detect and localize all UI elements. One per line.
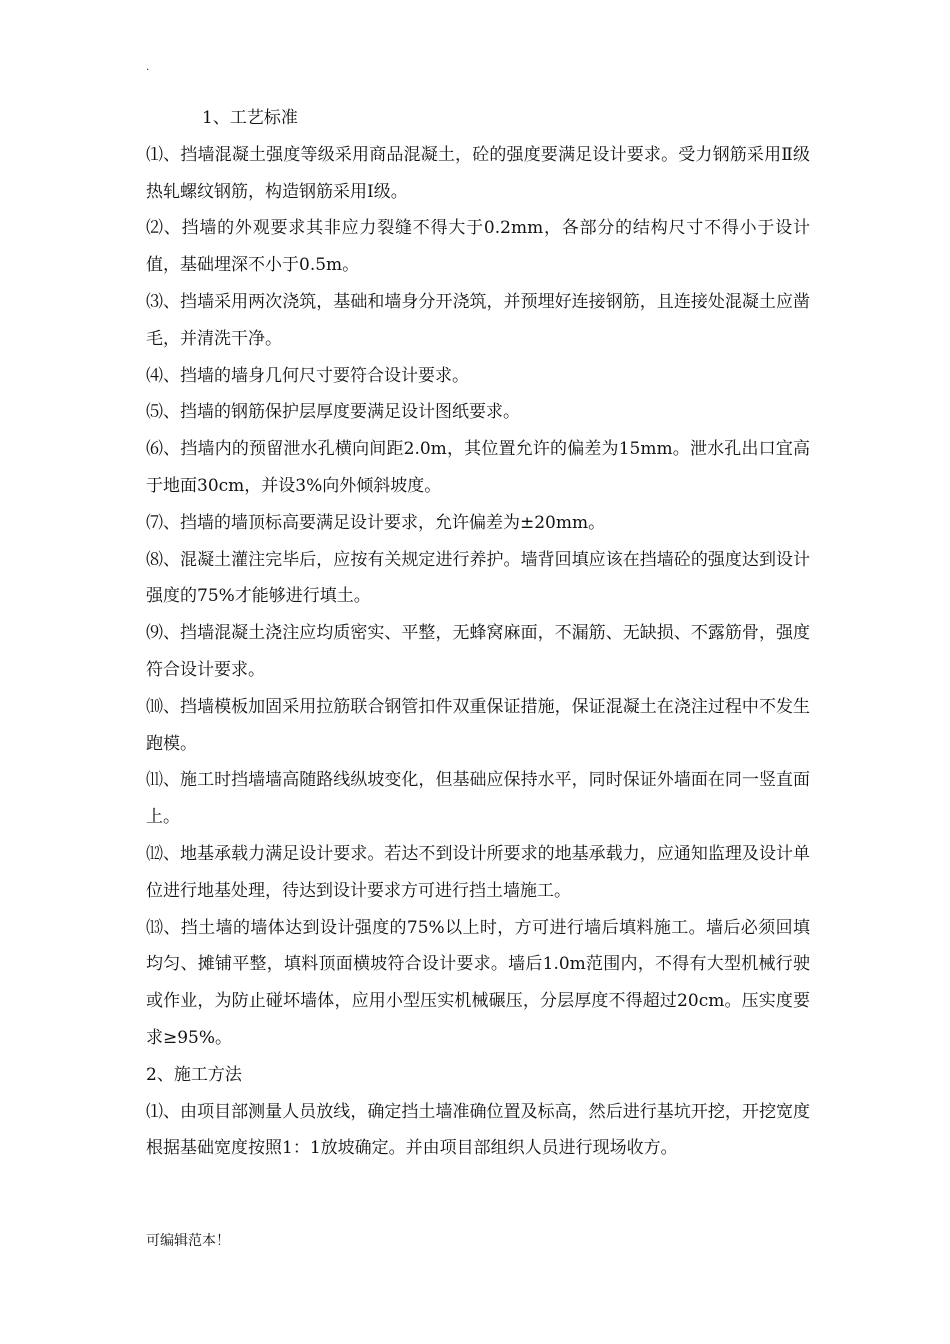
paragraph-item-1: ⑴、挡墙混凝土强度等级采用商品混凝土，砼的强度要满足设计要求。受力钢筋采用Ⅱ级热轧螺纹钢筋，构造钢筋采用Ⅰ级。 xyxy=(146,144,810,202)
section-heading-process-standards: 1、工艺标准 xyxy=(202,108,298,128)
paragraph-item-10: ⑽、挡墙模板加固采用拉筋联合钢管扣件双重保证措施，保证混凝土在浇注过程中不发生跑模。 xyxy=(146,696,810,754)
paragraph-item-8: ⑻、混凝土灌注完毕后，应按有关规定进行养护。墙背回填应该在挡墙砼的强度达到设计强度的75%才能够进行填土。 xyxy=(146,549,810,607)
paragraph-item-11: ⑾、施工时挡墙墙高随路线纵坡变化，但基础应保持水平，同时保证外墙面在同一竖直面上。 xyxy=(146,770,810,828)
paragraph-item-7: ⑺、挡墙的墙顶标高要满足设计要求，允许偏差为±20mm。 xyxy=(146,512,606,533)
footer-note: 可编辑范本！ xyxy=(146,1233,230,1249)
paragraph-item-2: ⑵、挡墙的外观要求其非应力裂缝不得大于0.2mm，各部分的结构尺寸不得小于设计值，基础埋深不小于0.5m。 xyxy=(146,218,810,276)
paragraph-item-3: ⑶、挡墙采用两次浇筑，基础和墙身分开浇筑，并预埋好连接钢筋，且连接处混凝土应凿毛，并清洗干净。 xyxy=(146,291,810,349)
paragraph-item-13: ⒀、挡土墙的墙体达到设计强度的75%以上时，方可进行墙后填料施工。墙后必须回填均匀、摊铺平整，填料顶面横坡符合设计要求。墙后1.0m范围内，不得有大型机械行驶或作业，为防止碰坏墙体，应用小型压实机械碾压，分层厚度不得超过20cm。压实度要求≥95%。 xyxy=(146,917,810,1048)
paragraph-item-5: ⑸、挡墙的钢筋保护层厚度要满足设计图纸要求。 xyxy=(146,402,520,423)
paragraph-item-4: ⑷、挡墙的墙身几何尺寸要符合设计要求。 xyxy=(146,365,469,386)
paragraph-item-12: ⑿、地基承载力满足设计要求。若达不到设计所要求的地基承载力，应通知监理及设计单位进行地基处理，待达到设计要求方可进行挡土墙施工。 xyxy=(146,843,810,901)
header-dot: . xyxy=(146,62,150,73)
paragraph-item-9: ⑼、挡墙混凝土浇注应均质密实、平整，无蜂窝麻面，不漏筋、无缺损、不露筋骨，强度符合设计要求。 xyxy=(146,623,810,680)
method-item-1: ⑴、由项目部测量人员放线，确定挡土墙准确位置及标高，然后进行基坑开挖，开挖宽度根据基础宽度按照1：1放坡确定。并由项目部组织人员进行现场收方。 xyxy=(146,1101,810,1159)
paragraph-item-6: ⑹、挡墙内的预留泄水孔横向间距2.0m，其位置允许的偏差为15mm。泄水孔出口宜高于地面30cm，并设3%向外倾斜坡度。 xyxy=(146,439,810,496)
section-heading-construction-method: 2、施工方法 xyxy=(146,1064,242,1085)
document-body xyxy=(146,100,810,1167)
